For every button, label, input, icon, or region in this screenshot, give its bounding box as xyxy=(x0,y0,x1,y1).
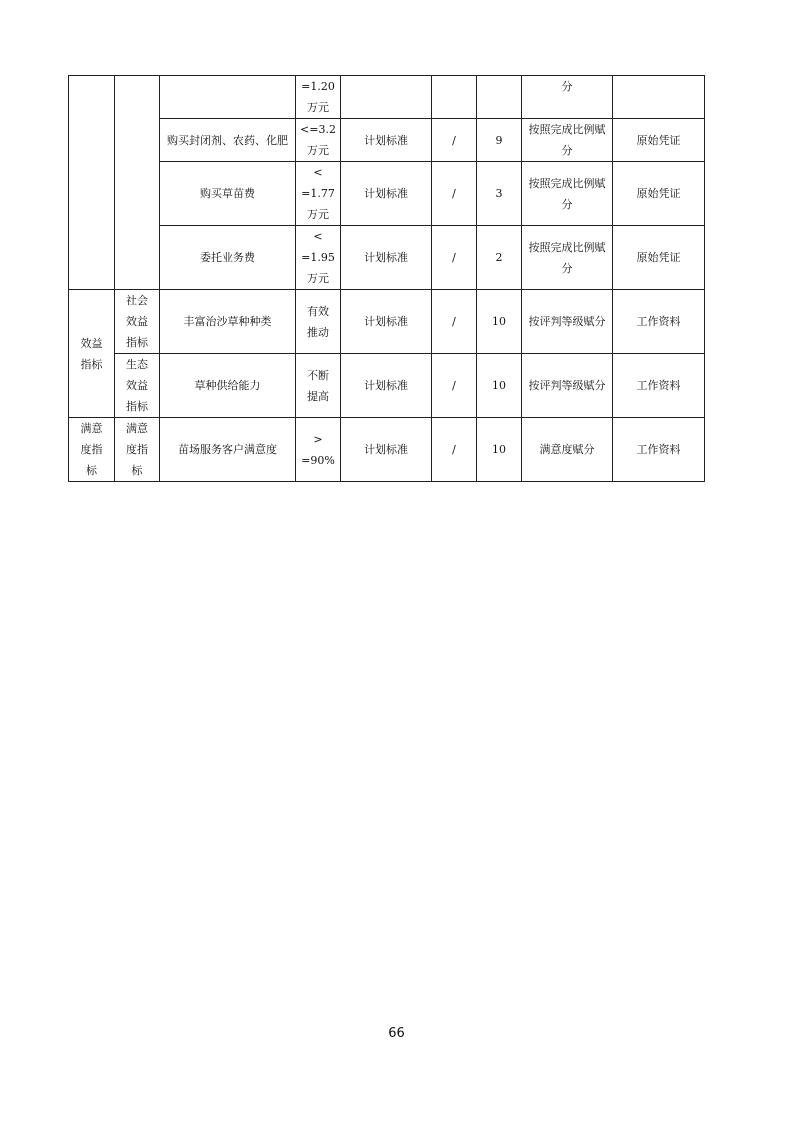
score-cell: 3 xyxy=(477,162,522,226)
level2-cell: 生态 效益 指标 xyxy=(115,354,160,418)
level1-cell xyxy=(69,76,115,290)
indicator-cell: 购买草苗费 xyxy=(160,162,296,226)
evidence-cell: 原始凭证 xyxy=(613,226,705,290)
table-row xyxy=(69,76,705,119)
score-cell: 9 xyxy=(477,119,522,162)
indicator-cell: 委托业务费 xyxy=(160,226,296,290)
target-cell: 有效 推动 xyxy=(296,290,341,354)
target-cell: 不断 提高 xyxy=(296,354,341,418)
target-cell: < =1.77 万元 xyxy=(296,162,341,226)
evidence-cell: 工作资料 xyxy=(613,290,705,354)
target-cell: < =1.95 万元 xyxy=(296,226,341,290)
indicator-cell: 丰富治沙草种种类 xyxy=(160,290,296,354)
slash-cell: / xyxy=(432,354,477,418)
slash-cell: / xyxy=(432,290,477,354)
table-row xyxy=(69,290,705,354)
rule-cell: 满意度赋分 xyxy=(522,418,613,482)
score-cell xyxy=(477,76,522,119)
rule-cell: 按照完成比例赋 分 xyxy=(522,119,613,162)
score-cell: 10 xyxy=(477,418,522,482)
score-cell: 10 xyxy=(477,354,522,418)
rule-cell: 按照完成比例赋 分 xyxy=(522,162,613,226)
slash-cell: / xyxy=(432,418,477,482)
rule-cell: 按照完成比例赋 分 xyxy=(522,226,613,290)
standard-cell xyxy=(341,76,432,119)
performance-indicator-table xyxy=(68,75,705,482)
target-cell: =1.20 万元 xyxy=(296,76,341,119)
evidence-cell: 原始凭证 xyxy=(613,119,705,162)
slash-cell xyxy=(432,76,477,119)
evidence-cell: 工作资料 xyxy=(613,418,705,482)
table-row xyxy=(69,354,705,418)
slash-cell: / xyxy=(432,162,477,226)
level2-cell xyxy=(115,76,160,290)
standard-cell: 计划标准 xyxy=(341,226,432,290)
level2-cell: 社会 效益 指标 xyxy=(115,290,160,354)
standard-cell: 计划标准 xyxy=(341,162,432,226)
target-cell: > =90% xyxy=(296,418,341,482)
indicator-cell xyxy=(160,76,296,119)
indicator-cell: 草种供给能力 xyxy=(160,354,296,418)
standard-cell: 计划标准 xyxy=(341,119,432,162)
slash-cell: / xyxy=(432,119,477,162)
indicator-cell: 苗场服务客户满意度 xyxy=(160,418,296,482)
page-number: 66 xyxy=(388,1026,405,1041)
rule-cell: 按评判等级赋分 xyxy=(522,354,613,418)
level1-cell: 满意 度指 标 xyxy=(69,418,115,482)
standard-cell: 计划标准 xyxy=(341,418,432,482)
rule-cell: 分 xyxy=(522,76,613,119)
target-cell: <=3.2 万元 xyxy=(296,119,341,162)
table-row xyxy=(69,119,705,162)
standard-cell: 计划标准 xyxy=(341,290,432,354)
evidence-cell: 原始凭证 xyxy=(613,162,705,226)
rule-cell: 按评判等级赋分 xyxy=(522,290,613,354)
indicator-cell: 购买封闭剂、农药、化肥 xyxy=(160,119,296,162)
slash-cell: / xyxy=(432,226,477,290)
score-cell: 2 xyxy=(477,226,522,290)
table-row xyxy=(69,418,705,482)
evidence-cell xyxy=(613,76,705,119)
table-row xyxy=(69,162,705,226)
table-row xyxy=(69,226,705,290)
evidence-cell: 工作资料 xyxy=(613,354,705,418)
level2-cell: 满意 度指 标 xyxy=(115,418,160,482)
level1-cell: 效益 指标 xyxy=(69,290,115,418)
standard-cell: 计划标准 xyxy=(341,354,432,418)
score-cell: 10 xyxy=(477,290,522,354)
